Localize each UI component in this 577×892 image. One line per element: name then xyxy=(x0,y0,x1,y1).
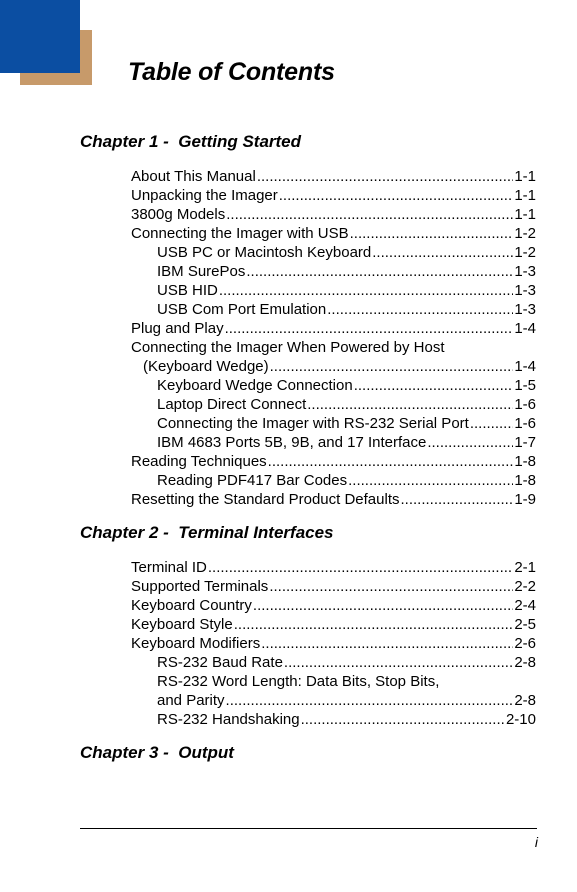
chapter-2-heading: Chapter 2 - Terminal Interfaces xyxy=(80,523,334,542)
dot-leader xyxy=(226,205,513,224)
toc-entry[interactable] xyxy=(131,205,536,224)
dot-leader xyxy=(226,691,514,710)
toc-entry-title: Keyboard Style xyxy=(131,616,233,633)
toc-entry-title: RS-232 Word Length: Data Bits, Stop Bits, xyxy=(157,673,440,690)
toc-entry-page: 1-3 xyxy=(514,263,536,280)
toc-entry-page: 1-1 xyxy=(514,168,536,185)
toc-entry-continuation[interactable] xyxy=(131,357,536,376)
toc-subentry[interactable] xyxy=(131,433,536,452)
dot-leader xyxy=(470,414,513,433)
toc-subentry[interactable] xyxy=(131,710,536,729)
page-number: i xyxy=(534,834,538,850)
toc-entry-page: 2-4 xyxy=(514,597,536,614)
toc-entry[interactable] xyxy=(131,452,536,471)
dot-leader xyxy=(427,433,513,452)
toc-entry-title: USB PC or Macintosh Keyboard xyxy=(157,244,372,261)
chapter-3-heading: Chapter 3 - Output xyxy=(80,743,234,762)
toc-entry-title: Resetting the Standard Product Defaults xyxy=(131,491,400,508)
toc-entry-page: 1-8 xyxy=(514,472,536,489)
dot-leader xyxy=(219,281,513,300)
toc-entry-page: 2-5 xyxy=(514,616,536,633)
toc-entry-title: and Parity xyxy=(157,692,225,709)
chapter-1-entries xyxy=(131,167,536,509)
toc-entry-wrapped-line[interactable] xyxy=(131,338,536,357)
dot-leader xyxy=(372,243,513,262)
toc-entry-page: 1-1 xyxy=(514,206,536,223)
toc-entry-page: 2-6 xyxy=(514,635,536,652)
toc-entry[interactable] xyxy=(131,634,536,653)
toc-entry-title: USB HID xyxy=(157,282,218,299)
toc-entry-title: Unpacking the Imager xyxy=(131,187,278,204)
toc-entry-page: 1-3 xyxy=(514,282,536,299)
toc-subentry-wrapped-line[interactable] xyxy=(131,672,536,691)
dot-leader xyxy=(401,490,514,509)
toc-entry-page: 1-4 xyxy=(514,358,536,375)
toc-subentry[interactable] xyxy=(131,653,536,672)
toc-entry-page: 1-7 xyxy=(514,434,536,451)
dot-leader xyxy=(348,471,513,490)
toc-entry-title: RS-232 Baud Rate xyxy=(157,654,283,671)
dot-leader xyxy=(234,615,514,634)
toc-subentry[interactable] xyxy=(131,395,536,414)
dot-leader xyxy=(257,167,514,186)
toc-subentry[interactable] xyxy=(131,243,536,262)
toc-entry-title: Keyboard Modifiers xyxy=(131,635,261,652)
toc-entry-title: Connecting the Imager When Powered by Host xyxy=(131,339,445,356)
dot-leader xyxy=(261,634,513,653)
toc-entry-title: About This Manual xyxy=(131,168,256,185)
toc-entry-title: Plug and Play xyxy=(131,320,224,337)
toc-entry[interactable] xyxy=(131,186,536,205)
toc-entry-page: 1-6 xyxy=(514,396,536,413)
toc-entry-title: Reading PDF417 Bar Codes xyxy=(157,472,348,489)
dot-leader xyxy=(301,710,505,729)
toc-entry[interactable] xyxy=(131,490,536,509)
dot-leader xyxy=(225,319,514,338)
dot-leader xyxy=(269,577,513,596)
dot-leader xyxy=(327,300,513,319)
chapter-1-heading: Chapter 1 - Getting Started xyxy=(80,132,302,151)
dot-leader xyxy=(284,653,513,672)
toc-entry-page: 2-8 xyxy=(514,654,536,671)
toc-entry-page: 1-2 xyxy=(514,225,536,242)
toc-subentry[interactable] xyxy=(131,376,536,395)
toc-entry-title: Connecting the Imager with RS-232 Serial Port xyxy=(157,415,469,432)
toc-entry-page: 1-2 xyxy=(514,244,536,261)
toc-entry[interactable] xyxy=(131,577,536,596)
toc-entry-title: USB Com Port Emulation xyxy=(157,301,327,318)
dot-leader xyxy=(268,452,514,471)
toc-subentry[interactable] xyxy=(131,300,536,319)
corner-accent-blue xyxy=(0,0,80,73)
dot-leader xyxy=(350,224,514,243)
footer-divider xyxy=(80,828,537,829)
toc-entry-title: Keyboard Country xyxy=(131,597,252,614)
toc-entry-title: RS-232 Handshaking xyxy=(157,711,300,728)
toc-entry[interactable] xyxy=(131,615,536,634)
toc-entry-title: IBM SurePos xyxy=(157,263,246,280)
toc-subentry[interactable] xyxy=(131,471,536,490)
dot-leader xyxy=(307,395,513,414)
toc-entry[interactable] xyxy=(131,319,536,338)
toc-entry-title: Terminal ID xyxy=(131,559,207,576)
toc-entry-page: 1-1 xyxy=(514,187,536,204)
toc-entry-title: Supported Terminals xyxy=(131,578,269,595)
toc-entry-title: 3800g Models xyxy=(131,206,226,223)
toc-entry-page: 1-6 xyxy=(514,415,536,432)
toc-entry-page: 2-8 xyxy=(514,692,536,709)
toc-entry-page: 1-4 xyxy=(514,320,536,337)
toc-entry-page: 1-5 xyxy=(514,377,536,394)
toc-entry[interactable] xyxy=(131,167,536,186)
page-title: Table of Contents xyxy=(128,58,335,86)
dot-leader xyxy=(354,376,514,395)
toc-entry-title: Connecting the Imager with USB xyxy=(131,225,349,242)
toc-entry-title: (Keyboard Wedge) xyxy=(143,358,269,375)
toc-entry-page: 1-3 xyxy=(514,301,536,318)
chapter-2-entries xyxy=(131,558,536,729)
toc-subentry-continuation[interactable] xyxy=(131,691,536,710)
dot-leader xyxy=(246,262,513,281)
dot-leader xyxy=(270,357,514,376)
dot-leader xyxy=(253,596,513,615)
dot-leader xyxy=(208,558,513,577)
toc-entry[interactable] xyxy=(131,596,536,615)
toc-entry-page: 2-10 xyxy=(505,711,536,728)
toc-subentry[interactable] xyxy=(131,281,536,300)
toc-subentry[interactable] xyxy=(131,262,536,281)
toc-entry[interactable] xyxy=(131,558,536,577)
toc-entry-page: 2-1 xyxy=(514,559,536,576)
dot-leader xyxy=(279,186,514,205)
toc-entry-page: 1-8 xyxy=(514,453,536,470)
toc-entry-title: Keyboard Wedge Connection xyxy=(157,377,353,394)
toc-subentry[interactable] xyxy=(131,414,536,433)
toc-entry-page: 1-9 xyxy=(514,491,536,508)
toc-entry-title: Laptop Direct Connect xyxy=(157,396,307,413)
toc-entry-page: 2-2 xyxy=(514,578,536,595)
toc-entry-title: IBM 4683 Ports 5B, 9B, and 17 Interface xyxy=(157,434,427,451)
toc-entry-title: Reading Techniques xyxy=(131,453,267,470)
toc-entry[interactable] xyxy=(131,224,536,243)
